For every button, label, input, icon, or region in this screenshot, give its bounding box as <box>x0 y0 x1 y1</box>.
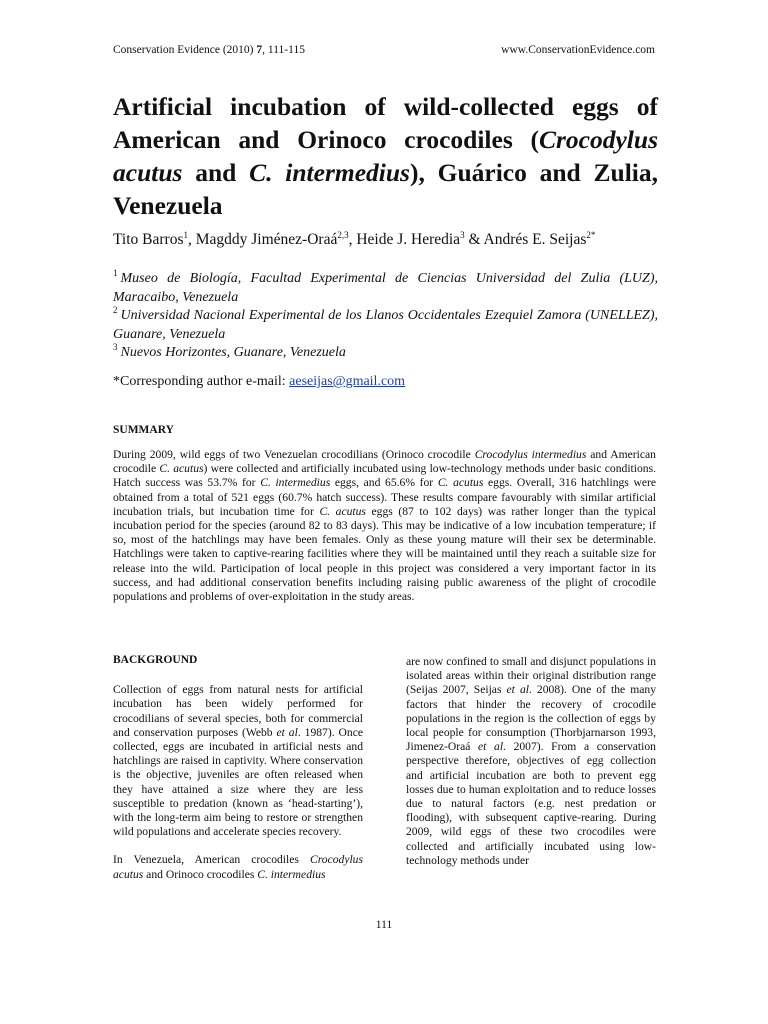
background-paragraph-2: In Venezuela, American crocodiles Crocodylus acutus and Orinoco crocodiles C. intermedius <box>113 853 363 881</box>
affiliation-1: $^1$ Museo de Biología, Facultad Experimental de Ciencias Universidad del Zulia (LUZ), Maracaibo, Venezuela <box>113 268 658 305</box>
summary-text: During 2009, wild eggs of two Venezuelan crocodilians (Orinoco crocodile Crocodylus intermedius and American crocodile C. acutus) were collected and artificially incubated using low-technology methods under basic conditions. Hatch success was 53.7% for C. intermedius eggs, and 65.6% for C. acutus eggs. Overall, 316 hatchlings were obtained from a total of 521 eggs (60.7% hatch success). These results compare favourably with similar artificial incubation trials, but incubation time for C. acutus eggs (87 to 102 days) was rather longer than the typical incubation period for the species (around 82 to 83 days). This may be indicative of a low incubation temperature; if so, most of the hatchlings may have been females. Only as these young mature will their sex be determinable. Hatchlings were taken to captive-rearing facilities where they will be maintained until they reach a suitable size for release into the wild. Participation of local people in this project was considered a very important factor in its success, and had additional conservation benefits including raising public awareness of the plight of crocodile populations and problems of over-exploitation in the study areas. <box>113 448 656 604</box>
summary-heading: SUMMARY <box>113 424 174 436</box>
author-email-link[interactable]: aeseijas@gmail.com <box>289 374 406 389</box>
corresponding-author: *Corresponding author e-mail: aeseijas@gmail.com <box>113 374 406 389</box>
affiliation-2: $^2$ Universidad Nacional Experimental de los Llanos Occidentales Ezequiel Zamora (UNELLEZ), Guanare, Venezuela <box>113 305 658 342</box>
right-column <box>406 655 656 882</box>
background-paragraph-continued: are now confined to small and disjunct populations in isolated areas within their original distribution range (Seijas 2007, Seijas et al. 2008). One of the many factors that hinder the recovery of crocodile populations in the region is the collection of eggs by local people for consumption (Thorbjarnarson 1993, Jimenez-Oraá et al. 2007). From a conservation perspective therefore, objectives of egg collection and artificial incubation are both to prevent egg losses due to human exploitation and to reduce losses due to natural factors (e.g. nest predation or flooding), with subsequent captive-rearing. During 2009, wild eggs of these two crocodiles were collected and artificially incubated using low-technology methods under <box>406 655 656 867</box>
paper-title: Artificial incubation of wild-collected eggs of American and Orinoco crocodiles (Crocodylus acutus and C. intermedius), Guárico and Zulia, Venezuela <box>113 92 658 220</box>
background-heading: BACKGROUND <box>113 654 198 666</box>
left-column <box>113 653 363 896</box>
background-paragraph-1: Collection of eggs from natural nests for artificial incubation has been widely performed for crocodilians of several species, both for commercial and conservation purposes (Webb et al. 1987). Once collected, eggs are incubated in artificial nests and hatchlings are raised in captivity. Where conservation is the objective, juveniles are often released when they have attained a size where they are less susceptible to predation (known as ‘head-starting’), with the long-term aim being to restore or strengthen wild populations and accelerate species recovery. <box>113 683 363 839</box>
journal-citation: Conservation Evidence (2010) 7, 111-115 <box>113 44 305 56</box>
author-list: Tito Barros$^1$, Magddy Jiménez-Oraá$^{2,3}$, Heide J. Heredia$^3$ & Andrés E. Seijas$^{2*}$ <box>113 229 596 248</box>
affiliation-3: $^3$ Nuevos Horizontes, Guanare, Venezuela <box>113 342 346 360</box>
affiliations <box>113 270 658 363</box>
journal-website[interactable]: www.ConservationEvidence.com <box>501 44 655 56</box>
page-number: 111 <box>375 919 393 931</box>
running-header <box>113 44 655 56</box>
